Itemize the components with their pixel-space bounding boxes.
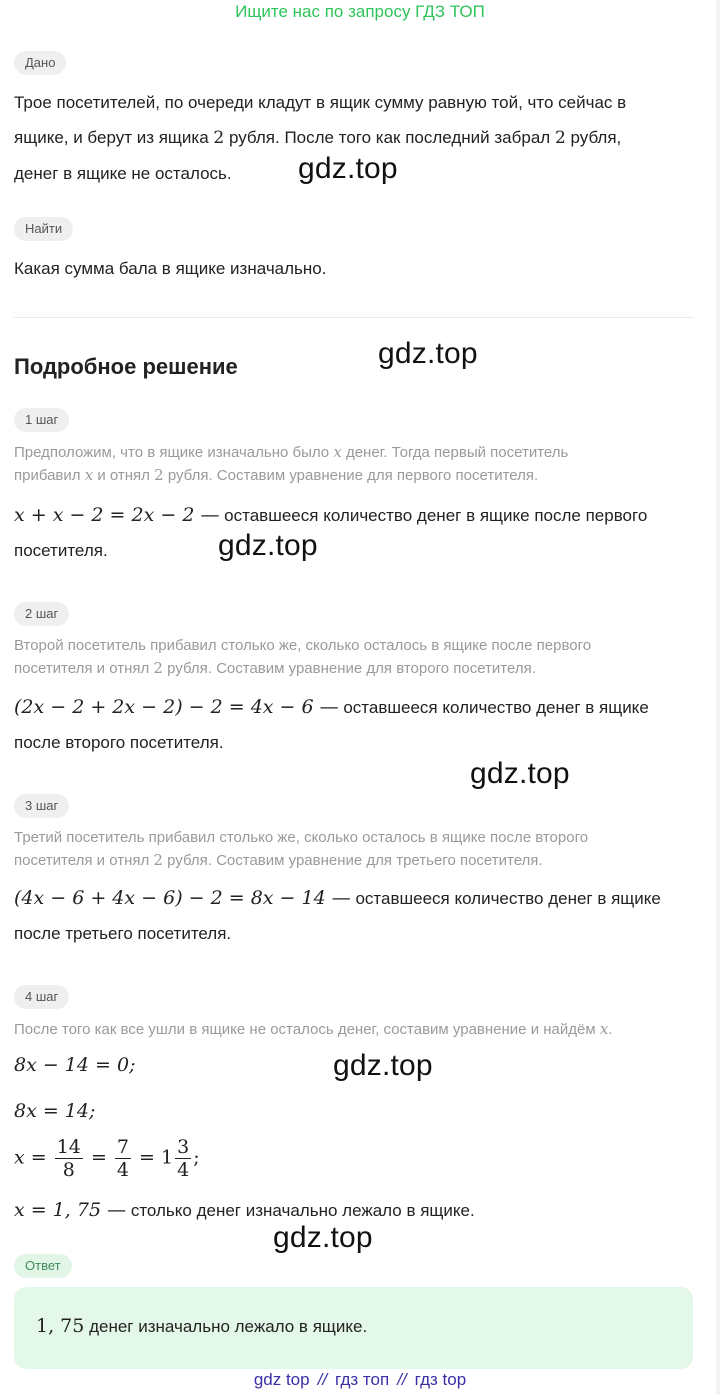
step-2-hint: Второй посетитель прибавил столько же, сколько осталось в ящике после первого посетителя и отнял 2 рубля. Составим уравнение для второго посетителя. <box>14 637 592 677</box>
step-4-eq-4: x = 1, 75 — столько денег изначально лежало в ящике. <box>14 1199 475 1221</box>
step-3-hint: Третий посетитель прибавил столько же, сколько осталось в ящике после второго посетителя и отнял 2 рубля. Составим уравнение для третьего посетителя. <box>14 829 589 869</box>
step-1-chip: 1 шаг <box>14 408 69 432</box>
watermark: gdz.top <box>470 757 570 790</box>
scrollbar-track[interactable] <box>716 0 720 1395</box>
step-3-equation: (4x − 6 + 4x − 6) − 2 = 8x − 14 — оставшееся количество денег в ящике после третьего посетителя. <box>14 887 661 943</box>
answer-text: 1, 75 денег изначально лежало в ящике. <box>36 1315 368 1337</box>
watermark: gdz.top <box>378 337 478 370</box>
watermark: gdz.top <box>298 152 398 185</box>
fraction-14-8: $\frac{14}{8}$ <box>56 1136 81 1181</box>
step-3-chip: 3 шаг <box>14 794 69 818</box>
step-4-chip: 4 шаг <box>14 985 69 1009</box>
given-chip: Дано <box>14 51 66 75</box>
fraction-3-4: $\frac{3}{4}$ <box>177 1136 190 1181</box>
given-line-3: денег в ящике не осталось. <box>14 164 232 183</box>
watermark: gdz.top <box>333 1049 433 1082</box>
given-line-2: ящике, и берут из ящика 2 рубля. После того как последний забрал 2 рубля, <box>14 128 622 148</box>
footer-links: gdz top // гдз топ // гдз top <box>253 1370 467 1389</box>
given-line-1: Трое посетителей, по очереди кладут в ящик сумму равную той, что сейчас в <box>14 93 627 112</box>
promo-banner[interactable]: Ищите нас по запросу ГДЗ ТОП <box>235 2 485 21</box>
step-4-hint: После того как все ушли в ящике не осталось денег, составим уравнение и найдём x. <box>14 1020 613 1038</box>
section-divider <box>14 317 694 318</box>
step-4-eq-3: x = $\frac{14}{8}$ = $\frac{7}{4}$ = 1 $\frac{3}{4}$ ; <box>14 1136 200 1181</box>
solution-title: Подробное решение <box>14 354 238 379</box>
answer-box <box>14 1287 693 1369</box>
fraction-7-4: $\frac{7}{4}$ <box>116 1136 129 1181</box>
step-4-eq-1: 8x − 14 = 0; <box>14 1054 136 1076</box>
find-chip: Найти <box>14 217 73 241</box>
footer-link-gdz-top-mixed[interactable]: гдз top <box>414 1370 467 1389</box>
watermark: gdz.top <box>218 529 318 562</box>
watermark: gdz.top <box>273 1221 373 1254</box>
answer-chip: Ответ <box>14 1254 72 1278</box>
footer-link-gdz-top-ru[interactable]: гдз топ <box>335 1370 390 1389</box>
step-2-chip: 2 шаг <box>14 602 69 626</box>
find-text: Какая сумма бала в ящике изначально. <box>14 259 327 278</box>
step-2-equation: (2x − 2 + 2x − 2) − 2 = 4x − 6 — оставшееся количество денег в ящике после второго посетителя. <box>14 696 649 752</box>
footer-link-gdz-top[interactable]: gdz top <box>253 1370 310 1389</box>
step-1-equation: x + x − 2 = 2x − 2 — оставшееся количество денег в ящике после первого посетителя. <box>14 504 648 560</box>
step-1-hint: Предположим, что в ящике изначально было x денег. Тогда первый посетитель прибавил x и отнял 2 рубля. Составим уравнение для первого посетителя. <box>14 443 569 484</box>
step-4-eq-2: 8x = 14; <box>14 1100 96 1122</box>
